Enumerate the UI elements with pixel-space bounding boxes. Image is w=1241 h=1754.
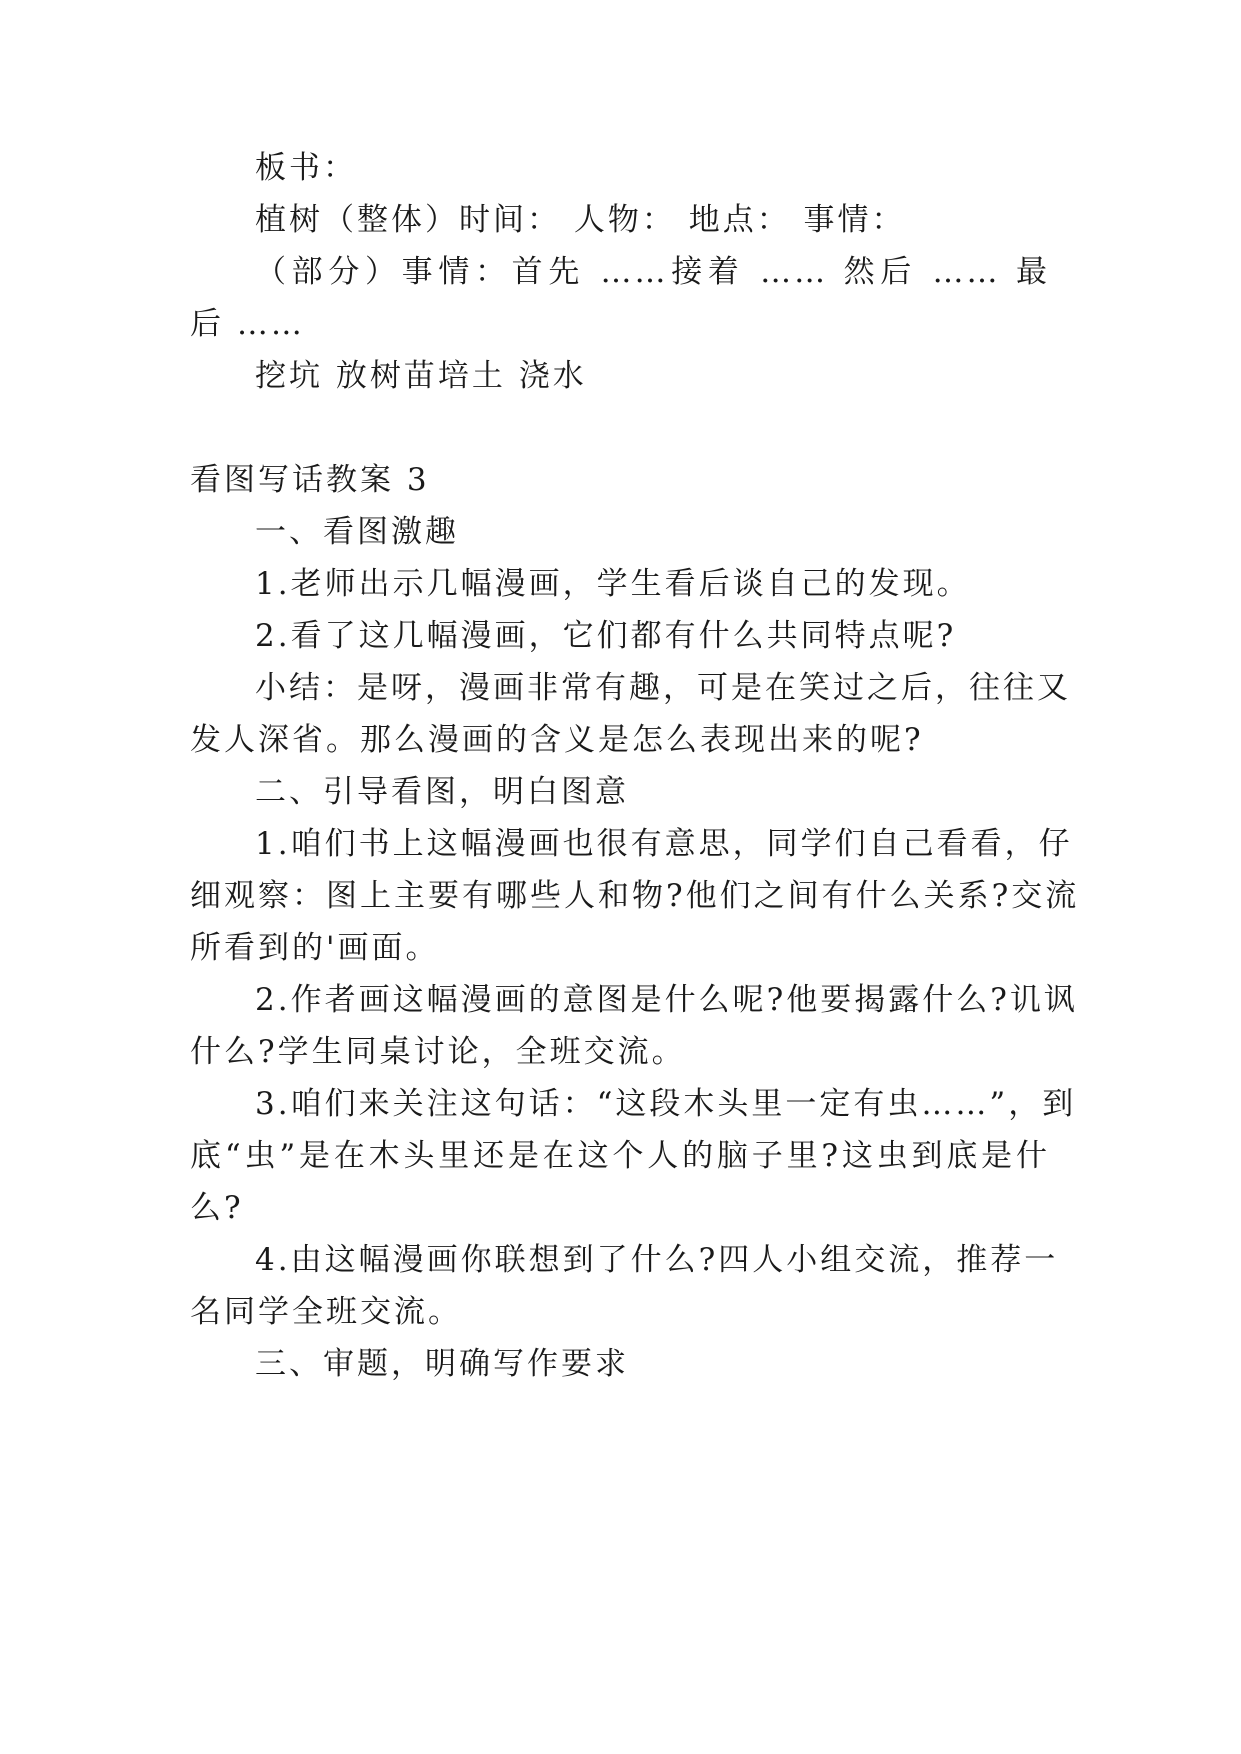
- lesson-title: 看图写话教案 3: [190, 462, 430, 498]
- section-2-item-4-cont: 名同学全班交流。: [190, 1294, 462, 1330]
- section-1-item-1: 1.老师出示几幅漫画，学生看后谈自己的发现。: [255, 566, 971, 602]
- section-1-heading: 一、看图激趣: [255, 514, 459, 550]
- section-2-item-4: 4.由这幅漫画你联想到了什么?四人小组交流，推荐一: [255, 1242, 1059, 1278]
- section-2-item-3-cont: 底“虫”是在木头里还是在这个人的脑子里?这虫到底是什: [190, 1138, 1050, 1174]
- section-3-heading: 三、审题，明确写作要求: [255, 1346, 629, 1382]
- section-2-item-2: 2.作者画这幅漫画的意图是什么呢?他要揭露什么?讥讽: [255, 982, 1078, 1018]
- section-2-item-3-end: 么?: [190, 1190, 244, 1226]
- section-2-item-1: 1.咱们书上这幅漫画也很有意思，同学们自己看看，仔: [255, 826, 1073, 862]
- section-2-item-1-end: 所看到的'画面。: [190, 930, 440, 966]
- board-line-whole: 植树（整体）时间： 人物： 地点： 事情：: [255, 202, 906, 238]
- section-2-item-2-cont: 什么?学生同桌讨论，全班交流。: [190, 1034, 686, 1070]
- board-line-parts-cont: 后 ……: [190, 306, 305, 342]
- section-1-item-2: 2.看了这几幅漫画，它们都有什么共同特点呢?: [255, 618, 957, 654]
- board-line-parts: （部分）事情：首先 ……接着 …… 然后 …… 最: [255, 254, 1050, 290]
- board-line-steps: 挖坑 放树苗培土 浇水: [255, 358, 587, 394]
- section-2-item-3: 3.咱们来关注这句话：“这段木头里一定有虫……”，到: [255, 1086, 1077, 1122]
- board-heading: 板书：: [255, 150, 357, 186]
- section-1-summary: 小结：是呀，漫画非常有趣，可是在笑过之后，往往又: [255, 670, 1071, 706]
- section-2-heading: 二、引导看图，明白图意: [255, 774, 629, 810]
- section-1-summary-cont: 发人深省。那么漫画的含义是怎么表现出来的呢?: [190, 722, 924, 758]
- section-2-item-1-cont: 细观察：图上主要有哪些人和物?他们之间有什么关系?交流: [190, 878, 1080, 914]
